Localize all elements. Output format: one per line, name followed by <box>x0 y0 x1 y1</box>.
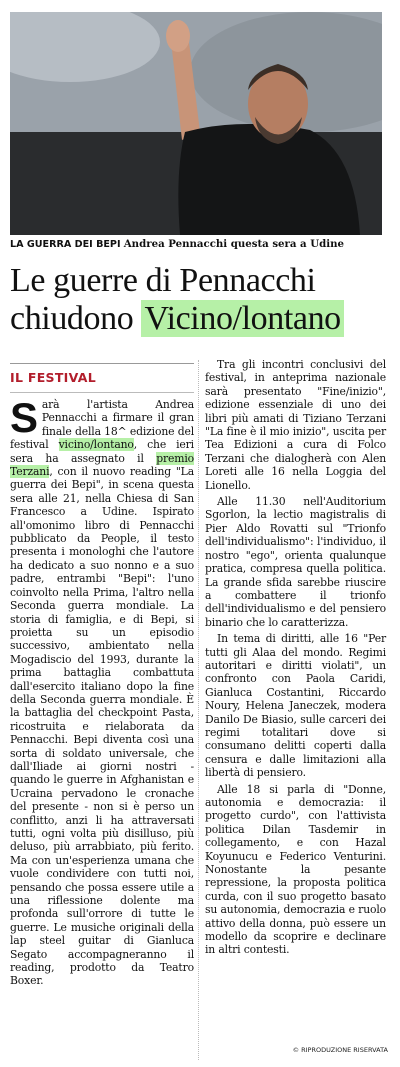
left-paragraph-1 <box>10 394 194 988</box>
caption-tag: LA GUERRA DEI BEPI <box>10 239 121 250</box>
photo-illustration <box>10 12 382 235</box>
caption-text: Andrea Pennacchi questa sera a Udine <box>123 238 344 250</box>
article-headline <box>10 262 390 338</box>
right-paragraph-1: Tra gli incontri conclusivi del festival, in anteprima nazionale sarà presentato "Fine/inizio", edizione essenziale di uno dei libri più amati di Tiziano Terzani "La fine è il mio inizio", uscita per Tea Edizioni a cura di Folco Terzani che dialogherà con Alen Loreti alle 16 nella Loggia del Lionello. <box>205 358 386 492</box>
headline-line-1: Le guerre di Pennacchi <box>10 262 316 299</box>
article-column-right <box>205 358 386 960</box>
right-paragraph-2: Alle 11.30 nell'Auditorium Sgorlon, la lectio magistralis di Pier Aldo Rovatti sul "Trionfo dell'individualismo": l'individuo, il nostro "ego", orienta qualunque pratica, compresa quella politica. La grande sfida sarebbe riuscire a combattere il trionfo dell'individualismo e del pensiero binario che lo caratterizza. <box>205 495 386 629</box>
headline-prefix: chiudono <box>10 300 134 337</box>
photo-caption <box>10 237 382 251</box>
dropcap: S <box>10 394 38 441</box>
section-rule-bottom <box>10 392 194 393</box>
highlight-premio-terzani: premio Terzani <box>10 451 194 479</box>
headline-highlight: Vicino/lontano <box>141 300 343 337</box>
highlight-vicino-lontano: vicino/lontano <box>58 438 134 452</box>
copyright-notice: © RIPRODUZIONE RISERVATA <box>292 1046 388 1054</box>
left-text-a: arà l'artista Andrea Pennacchi a firmare il gran finale della 18^ edizione del festival <box>10 398 194 452</box>
column-divider <box>198 360 199 1060</box>
section-label: IL FESTIVAL <box>10 370 96 385</box>
right-paragraph-3: In tema di diritti, alle 16 "Per tutti gli Alaa del mondo. Regimi autoritari e diritti violati", un confronto con Paola Caridi, Gianluca Costantini, Riccardo Noury, Helena Janeczek, modera Danilo De Biasio, sulle carceri dei regimi totalitari dove si consumano delitti coperti dalla censura e dalle limitazioni alla libertà di pensiero. <box>205 632 386 780</box>
article-column-left <box>10 394 194 991</box>
headline-line-2 <box>10 300 390 338</box>
right-paragraph-4: Alle 18 si parla di "Donne, autonomia e democrazia: il progetto curdo", con l'attivista politica Dilan Tasdemir in collegamento, e con Hazal Koyunucu e Federico Venturini. Nonostante la pesante repressione, la proposta politica curda, con il suo progetto basato su autonomia, democrazia e ruolo attivo della donna, può essere un modello da scoprire e declinare in altri contesti. <box>205 782 386 957</box>
article-photo <box>10 12 382 235</box>
left-text-b: , che ieri sera ha assegnato il <box>10 438 194 465</box>
section-rule-top <box>10 363 194 364</box>
left-text-c: , con il nuovo reading "La guerra dei Bepi", in scena questa sera alle 21, nella Chiesa di San Francesco a Udine. Ispirato all'omonimo libro di Pennacchi pubblicato da People, il testo presenta i monologhi che l'autore ha dedicato a suo nonno e a suo padre, entrambi "Bepi": l'uno coinvolto nella Prima, l'altro nella Seconda guerra mondiale. La storia di famiglia, e di Bepi, si proietta su un episodio successivo, ambientato nella Mogadiscio del 1993, durante la prima battaglia combattuta dall'esercito italiano dopo la fine della Seconda guerra mondiale. È la battaglia del checkpoint Pasta, ricostruita e rielaborata da Pennacchi. Bepi diventa così una sorta di soldato universale, che dall'Iliade ai giorni nostri - quando le guerre in Afghanistan e Ucraina pervadono le cronache del presente - non si è perso un conflitto, anzi li ha attraversati tutti, ogni volta più disilluso, più deluso, più arrabbiato, più ferito. Ma con un'esperienza umana che vuole condividere con tutti noi, pensando che possa essere utile a una riflessione dolente ma profonda sull'orrore di tutte le guerre. Le musiche originali della lap steel guitar di Gianluca Segato accompagneranno il reading, prodotto da Teatro Boxer. <box>10 465 194 988</box>
